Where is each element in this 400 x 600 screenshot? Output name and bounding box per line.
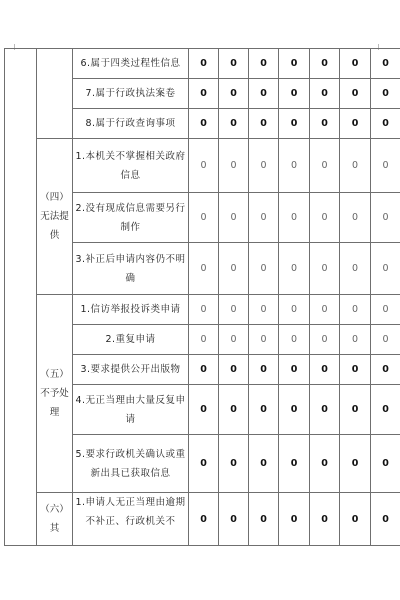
value-cell: 0 bbox=[310, 193, 340, 243]
value-cell: 0 bbox=[310, 295, 340, 325]
value-cell: 0 bbox=[371, 295, 400, 325]
table-row bbox=[5, 295, 400, 325]
value-cell: 0 bbox=[279, 493, 310, 546]
value-cell: 0 bbox=[371, 109, 400, 139]
value-cell: 0 bbox=[219, 493, 249, 546]
value-cell: 0 bbox=[279, 325, 310, 355]
value-cell: 0 bbox=[219, 355, 249, 385]
value-cell: 0 bbox=[219, 139, 249, 193]
value-cell: 0 bbox=[371, 355, 400, 385]
value-cell: 0 bbox=[279, 435, 310, 493]
table-row bbox=[5, 139, 400, 193]
value-cell: 0 bbox=[189, 139, 219, 193]
item-label: 6.属于四类过程性信息 bbox=[73, 49, 189, 79]
value-cell: 0 bbox=[371, 139, 400, 193]
value-cell: 0 bbox=[310, 325, 340, 355]
value-cell: 0 bbox=[340, 435, 371, 493]
value-cell: 0 bbox=[371, 385, 400, 435]
value-cell: 0 bbox=[249, 295, 279, 325]
value-cell: 0 bbox=[219, 295, 249, 325]
value-cell: 0 bbox=[249, 79, 279, 109]
value-cell: 0 bbox=[219, 79, 249, 109]
value-cell: 0 bbox=[249, 355, 279, 385]
value-cell: 0 bbox=[340, 493, 371, 546]
value-cell: 0 bbox=[219, 435, 249, 493]
value-cell: 0 bbox=[340, 109, 371, 139]
value-cell: 0 bbox=[310, 79, 340, 109]
value-cell: 0 bbox=[279, 193, 310, 243]
category-cell: （四）无法提供 bbox=[37, 139, 73, 295]
value-cell: 0 bbox=[279, 295, 310, 325]
value-cell: 0 bbox=[189, 49, 219, 79]
value-cell: 0 bbox=[371, 435, 400, 493]
value-cell: 0 bbox=[310, 493, 340, 546]
value-cell: 0 bbox=[371, 493, 400, 546]
value-cell: 0 bbox=[340, 193, 371, 243]
value-cell: 0 bbox=[340, 79, 371, 109]
value-cell: 0 bbox=[249, 139, 279, 193]
value-cell: 0 bbox=[189, 385, 219, 435]
value-cell: 0 bbox=[340, 385, 371, 435]
value-cell: 0 bbox=[340, 139, 371, 193]
item-label-text: 1.申请人无正当理由逾期不补正、行政机关不 bbox=[75, 497, 186, 527]
value-cell: 0 bbox=[279, 109, 310, 139]
value-cell: 0 bbox=[189, 243, 219, 295]
value-cell: 0 bbox=[340, 295, 371, 325]
value-cell: 0 bbox=[340, 243, 371, 295]
value-cell: 0 bbox=[219, 49, 249, 79]
value-cell: 0 bbox=[219, 109, 249, 139]
value-cell: 0 bbox=[249, 49, 279, 79]
value-cell: 0 bbox=[189, 109, 219, 139]
item-label: 3.要求提供公开出版物 bbox=[73, 355, 189, 385]
value-cell: 0 bbox=[310, 109, 340, 139]
value-cell: 0 bbox=[249, 193, 279, 243]
value-cell: 0 bbox=[371, 79, 400, 109]
value-cell: 0 bbox=[249, 435, 279, 493]
value-cell: 0 bbox=[189, 493, 219, 546]
value-cell: 0 bbox=[189, 295, 219, 325]
value-cell: 0 bbox=[340, 325, 371, 355]
value-cell: 0 bbox=[371, 193, 400, 243]
value-cell: 0 bbox=[279, 49, 310, 79]
item-label: 2.重复申请 bbox=[73, 325, 189, 355]
value-cell: 0 bbox=[189, 435, 219, 493]
item-label: 2.没有现成信息需要另行制作 bbox=[73, 193, 189, 243]
value-cell: 0 bbox=[219, 193, 249, 243]
value-cell: 0 bbox=[279, 139, 310, 193]
value-cell: 0 bbox=[310, 385, 340, 435]
value-cell: 0 bbox=[219, 243, 249, 295]
value-cell: 0 bbox=[310, 435, 340, 493]
value-cell: 0 bbox=[279, 79, 310, 109]
value-cell: 0 bbox=[371, 49, 400, 79]
category-cell: （五）不予处理 bbox=[37, 295, 73, 493]
item-label: 3.补正后申请内容仍不明确 bbox=[73, 243, 189, 295]
value-cell: 0 bbox=[279, 243, 310, 295]
item-label: 5.要求行政机关确认或重新出具已获取信息 bbox=[73, 435, 189, 493]
item-label: 8.属于行政查询事项 bbox=[73, 109, 189, 139]
value-cell: 0 bbox=[189, 193, 219, 243]
outer-stub-column bbox=[5, 49, 37, 546]
value-cell: 0 bbox=[310, 355, 340, 385]
item-label: 4.无正当理由大量反复申请 bbox=[73, 385, 189, 435]
value-cell: 0 bbox=[219, 385, 249, 435]
value-cell: 0 bbox=[310, 243, 340, 295]
value-cell: 0 bbox=[371, 325, 400, 355]
category-cell bbox=[37, 49, 73, 139]
value-cell: 0 bbox=[249, 109, 279, 139]
statistics-table bbox=[4, 48, 400, 546]
item-label: 7.属于行政执法案卷 bbox=[73, 79, 189, 109]
value-cell: 0 bbox=[279, 385, 310, 435]
value-cell: 0 bbox=[189, 325, 219, 355]
value-cell: 0 bbox=[189, 79, 219, 109]
item-label: 1.本机关不掌握相关政府信息 bbox=[73, 139, 189, 193]
value-cell: 0 bbox=[340, 355, 371, 385]
item-label bbox=[73, 493, 189, 546]
value-cell: 0 bbox=[219, 325, 249, 355]
value-cell: 0 bbox=[249, 325, 279, 355]
value-cell: 0 bbox=[310, 139, 340, 193]
table-row bbox=[5, 493, 400, 546]
value-cell: 0 bbox=[279, 355, 310, 385]
item-label: 1.信访举报投诉类申请 bbox=[73, 295, 189, 325]
value-cell: 0 bbox=[249, 385, 279, 435]
value-cell: 0 bbox=[249, 493, 279, 546]
value-cell: 0 bbox=[340, 49, 371, 79]
value-cell: 0 bbox=[371, 243, 400, 295]
category-cell: （六）其 bbox=[37, 493, 73, 546]
value-cell: 0 bbox=[249, 243, 279, 295]
value-cell: 0 bbox=[189, 355, 219, 385]
value-cell: 0 bbox=[310, 49, 340, 79]
table-row bbox=[5, 49, 400, 79]
